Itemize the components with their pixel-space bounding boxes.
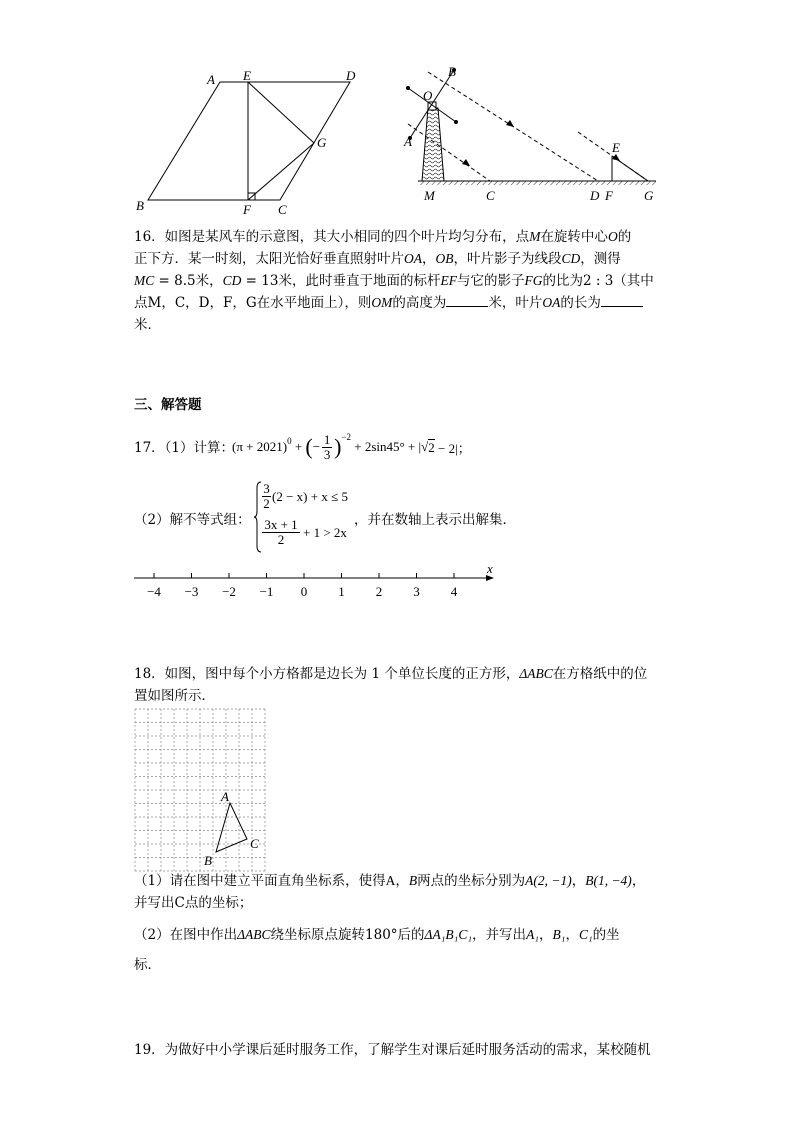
q17-part2-suffix: ，并在数轴上表示出解集．	[354, 512, 516, 528]
point-label-D: D	[590, 188, 600, 203]
ray-arrow	[462, 159, 470, 166]
grid-paper[interactable]	[134, 708, 268, 873]
number-line-tick-label: 2	[375, 584, 383, 599]
inequality-1: 3 2 (2 − x) + x ≤ 5	[263, 481, 348, 511]
number-line-tick-label: −1	[259, 584, 274, 599]
triangle-ABC	[216, 803, 247, 852]
number-line-tick-label: 3	[413, 584, 420, 599]
point-label-O: O	[423, 88, 433, 103]
q16-line5: 米．	[134, 317, 161, 333]
point-label-G: G	[644, 188, 654, 203]
sun-ray-2	[408, 124, 490, 181]
parallelogram-figure	[130, 66, 370, 218]
inequality-2: 3x + 1 2 + 1 > 2x	[262, 518, 347, 547]
point-label-C: C	[486, 188, 495, 203]
brace	[254, 480, 262, 554]
q17-part1: 17．（1）计算：	[134, 440, 235, 456]
q18-part1-line2: 并写出C点的坐标；	[134, 895, 253, 911]
segment-FG	[248, 143, 314, 200]
point-label-A: A	[221, 789, 229, 804]
number-line-tick-label: 0	[300, 584, 308, 599]
q17-part2-label: （2）解不等式组：	[134, 512, 251, 528]
sqrt-symbol: √	[421, 439, 429, 454]
q18-part2-line2: 标．	[134, 957, 161, 973]
q18-part2-line1: （2）在图中作出ΔABC绕坐标原点旋转180°后的ΔA₁B₁C₁，并写出A₁，B₁，C₁的坐	[134, 927, 620, 943]
point-label-M: M	[424, 188, 435, 203]
point-label-E: E	[612, 140, 620, 155]
point-label-F: F	[605, 188, 613, 203]
paren-open: (	[305, 434, 313, 459]
point-label-C: C	[278, 202, 287, 217]
q16-line1: 16．如图是某风车的示意图，其大小相同的四个叶片均匀分布，点M在旋转中心O的	[134, 229, 632, 245]
blade-tip-dot	[454, 120, 458, 124]
paren-close: )	[334, 434, 342, 459]
q18-part1-line1: （1）请在图中建立平面直角坐标系，使得A，B两点的坐标分别为A(2, −1)，B(1, −4)，	[134, 873, 646, 889]
answer-blank[interactable]	[446, 293, 488, 307]
point-label-A: A	[207, 72, 215, 87]
pole-top-ray	[612, 156, 648, 181]
point-label-F: F	[243, 202, 251, 217]
inequality-system	[254, 480, 354, 554]
point-label-E: E	[243, 68, 251, 83]
number-line[interactable]	[130, 562, 500, 602]
point-label-B: B	[448, 64, 456, 79]
blade-tip-dot	[406, 86, 410, 90]
number-line-tick-label: 4	[450, 584, 458, 599]
ray-arrow	[506, 120, 514, 127]
point-label-D: D	[346, 68, 356, 83]
q18-line1: 18．如图，图中每个小方格都是边长为 1 个单位长度的正方形，ΔABC在方格纸中的位	[134, 666, 648, 682]
number-line-tick-label: −4	[147, 584, 161, 599]
q16-line2: 正下方．某一时刻，太阳光恰好垂直照射叶片OA，OB，叶片影子为线段CD，测得	[134, 251, 621, 267]
q19-line1: 19．为做好中小学课后延时服务工作，了解学生对课后延时服务活动的需求，某校随机	[134, 1042, 651, 1058]
number-line-tick-label: −3	[184, 584, 199, 599]
point-label-G: G	[317, 135, 327, 150]
number-line-tick-label: −2	[222, 584, 236, 599]
windmill-tower	[422, 108, 444, 181]
q17-expression: (π + 2021) $^0$ + ( − 1 3 ) $^{-2}$ + 2sin45° + | √ 2 − 2|；	[232, 431, 471, 462]
windmill-figure	[398, 60, 664, 208]
number-line-tick-label: 1	[338, 584, 345, 599]
fraction-one-third: 1 3	[323, 431, 331, 462]
q18-line2: 置如图所示．	[134, 688, 215, 704]
q16-line4: 点M，C，D，F，G在水平地面上），则OM的高度为 米，叶片OA的长为	[134, 293, 643, 313]
axis-variable-label: x	[487, 562, 493, 576]
q16-line3: MC = 8.5米，CD = 13米，此时垂直于地面的标杆EF与它的影子FG的比为2 : 3（其中	[134, 273, 654, 289]
point-label-B: B	[204, 853, 212, 868]
point-label-B: B	[136, 198, 144, 213]
ground-hatching	[418, 181, 656, 185]
section-title: 三、解答题	[134, 397, 202, 413]
point-label-A: A	[404, 134, 412, 149]
point-label-C: C	[250, 836, 259, 851]
answer-blank[interactable]	[601, 293, 643, 307]
ray-arrow	[612, 154, 620, 161]
segment-EG	[248, 82, 314, 143]
